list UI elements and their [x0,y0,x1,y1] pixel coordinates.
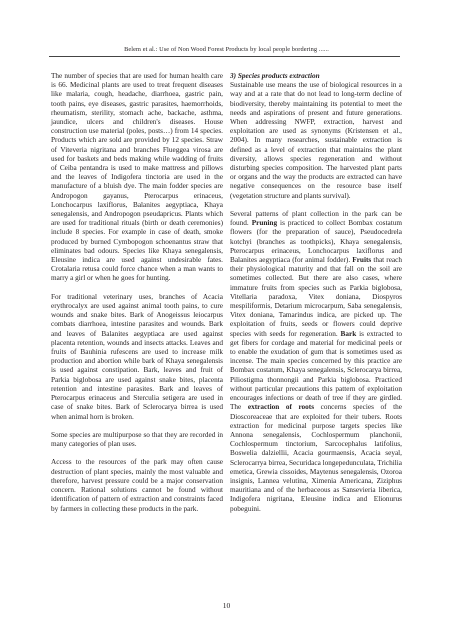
running-header: Belem et al.: Use of Non Wood Forest Products by local people bordering ...... [124,46,329,53]
keyword-fruits: Fruits [352,256,372,265]
header-divider [49,56,400,57]
keyword-bark: Bark [340,329,357,338]
section-heading: 3) Species products extraction [230,72,320,80]
paragraph-human-health-uses: The number of species that are used for human health care is 66. Medicinal plants are used to treat frequent diseases like malaria, cough, headache, diarrhoea, gastric pain, tooth pains, eye diseases, gastric parasites, haemorrhoids, rheumatism, sterility, stomach ache, backache, asthma, jaundice, ulcers and children's diseases. House construction use material (poles, posts…) from 14 species. Products which are sold are provided by 12 species. Straw of Viteveria nigritana and branches Flueggea virosa are used for baskets and beds making while wadding of fruits of Ceiba pentandra is used to make mattress and pillows and the leaves of Indigofera tinctoria are used in the manufacture of a bluish dye. The main fodder species are Andropogon gayanus, Pterocarpus erinaceus, Lonchocarpus laxiflorus, Balanites aegyptiaca, Khaya senegalensis, and Andropogon pseudapricus. Plants which are used for traditional rituals (birth or death ceremonies) include 8 species. For example in case of death, smoke produced by burned Cymbopogon schoenantus straw that eliminates bad odours. Species like Khaya senegalensis, Eleusine indica are used against undesirable fates. Crotalaria retusa could force chance when a man wants to marry a girl or when he goes for hunting. [51,72,223,283]
text-segment: Several patterns of plant collection in the park can be found. [230,210,402,228]
keyword-pruning: Pruning [251,219,278,228]
text-segment: that reach their physiological maturity and that fall on the soil are sometimes collected. But there are also cases, where immature fruits from species such as Parkia biglobosa, Vitellaria paradoxa, Vitex doniana, Diospyros mespiliformis, Detarium microcarpum, Saba senegalensis, Vitex doniana, Tamarindus indica, are picked up. The exploitation of fruits, seeds or flowers could deprive species with seeds for regeneration. [230,256,402,338]
paragraph-collection-patterns [230,210,402,514]
keyword-roots-extraction: extraction of roots [247,403,315,412]
paragraph-multipurpose: Some species are multipurpose so that they are recorded in many categories of plan uses. [51,430,223,449]
text-segment: concerns species of the Dioscoreaceae that are exploited for their tubers. Roots extraction for medicinal purpose targets species like Annona senegalensis, Cochlospermum planchonii, Cochlospermum tinctorium, Sarcocephalus latifolius, Boswelia dalziellii, Acacia gourmaensis, Acacia seyal, Sclerocarrya birrea, Securidaca longepedunculata, Trichilia emetica, Grewia cissoides, Maytenus senegalensis, Ozoroa insignis, Lannea velutina, Ximenia Americana, Ziziphus mauritiana and of the herbaceous as Sansevieria liberica, Indigofera nigritana, Eleusine indica and Elionurus pobeguini. [230,403,402,513]
text-segment: is extracted to get fibers for cordage and material for medicinal peels or to enable the exudation of gum that is sometimes used as incense. The main species concerned by this practice are Bombax costatum, Khaya senegalensis, Sclerocarya birrea, Piliostigma thonnongii and Parkia biglobosa. Practiced without particular precautions this pattern of exploitation encourages infections or death of tree if they are girdled. The [230,329,402,412]
left-column [51,72,223,514]
right-column [230,72,402,514]
page-number: 10 [222,601,231,610]
text-segment: is practiced to collect Bombax costatum flowers (for the preparation of sauce), Pseudocedrela kotchyi (branches as toothpicks), Khaya senegalensis, Pterocarpus erinaceus, Lonchocarpus laxiflorus and Balanites aegyptiaca (for animal fodder). [230,219,402,265]
paragraph-veterinary-uses: For traditional veterinary uses, branches of Acacia erythrocalyx are used against animal tooth pains, to cure wounds and snake bites. Bark of Anogeissus leiocarpus combats diarrhoea, intestine parasites and wounds. Bark and leaves of Balanites aegyptiaca are used against placenta retention, wounds and insects attacks. Leaves and fruits of Bauhinia rufescens are used to increase milk production and abortion while bark of Khaya senegalensis is used against constipation. Bark, leaves and fruit of Parkia biglobosa are used against snake bites, placenta retention and intestine parasites. Bark and leaves of Pterocarpus erinaceus and Sterculia setigera are used in case of snake bites. Bark of Sclerocarya birrea is used when animal horn is broken. [51,292,223,421]
paragraph-sustainable-use: Sustainable use means the use of biological resources in a way and at a rate that do not lead to long-term decline of biodiversity, thereby maintaining its potential to meet the needs and aspirations of present and future generations. When addressing NWFP, extraction, harvest and exploitation are used as synonyms (Kristensen et al., 2004). In many researches, sustainable extraction is defined as a level of extraction that maintains the plant diversity, allows species regeneration and without disturbing species composition. The harvested plant parts or organs and the way the products are extracted can have negative consequences on the resource base itself (vegetation structure and plants survival). [230,81,402,200]
paragraph-resource-access: Access to the resources of the park may often cause destruction of plant species, mainly the most valuable and therefore, harvest pressure could be a major conservation concern. Rational solutions cannot be found without identification of pattern of extraction and constraints faced by farmers in collecting these products in the park. [51,458,223,513]
